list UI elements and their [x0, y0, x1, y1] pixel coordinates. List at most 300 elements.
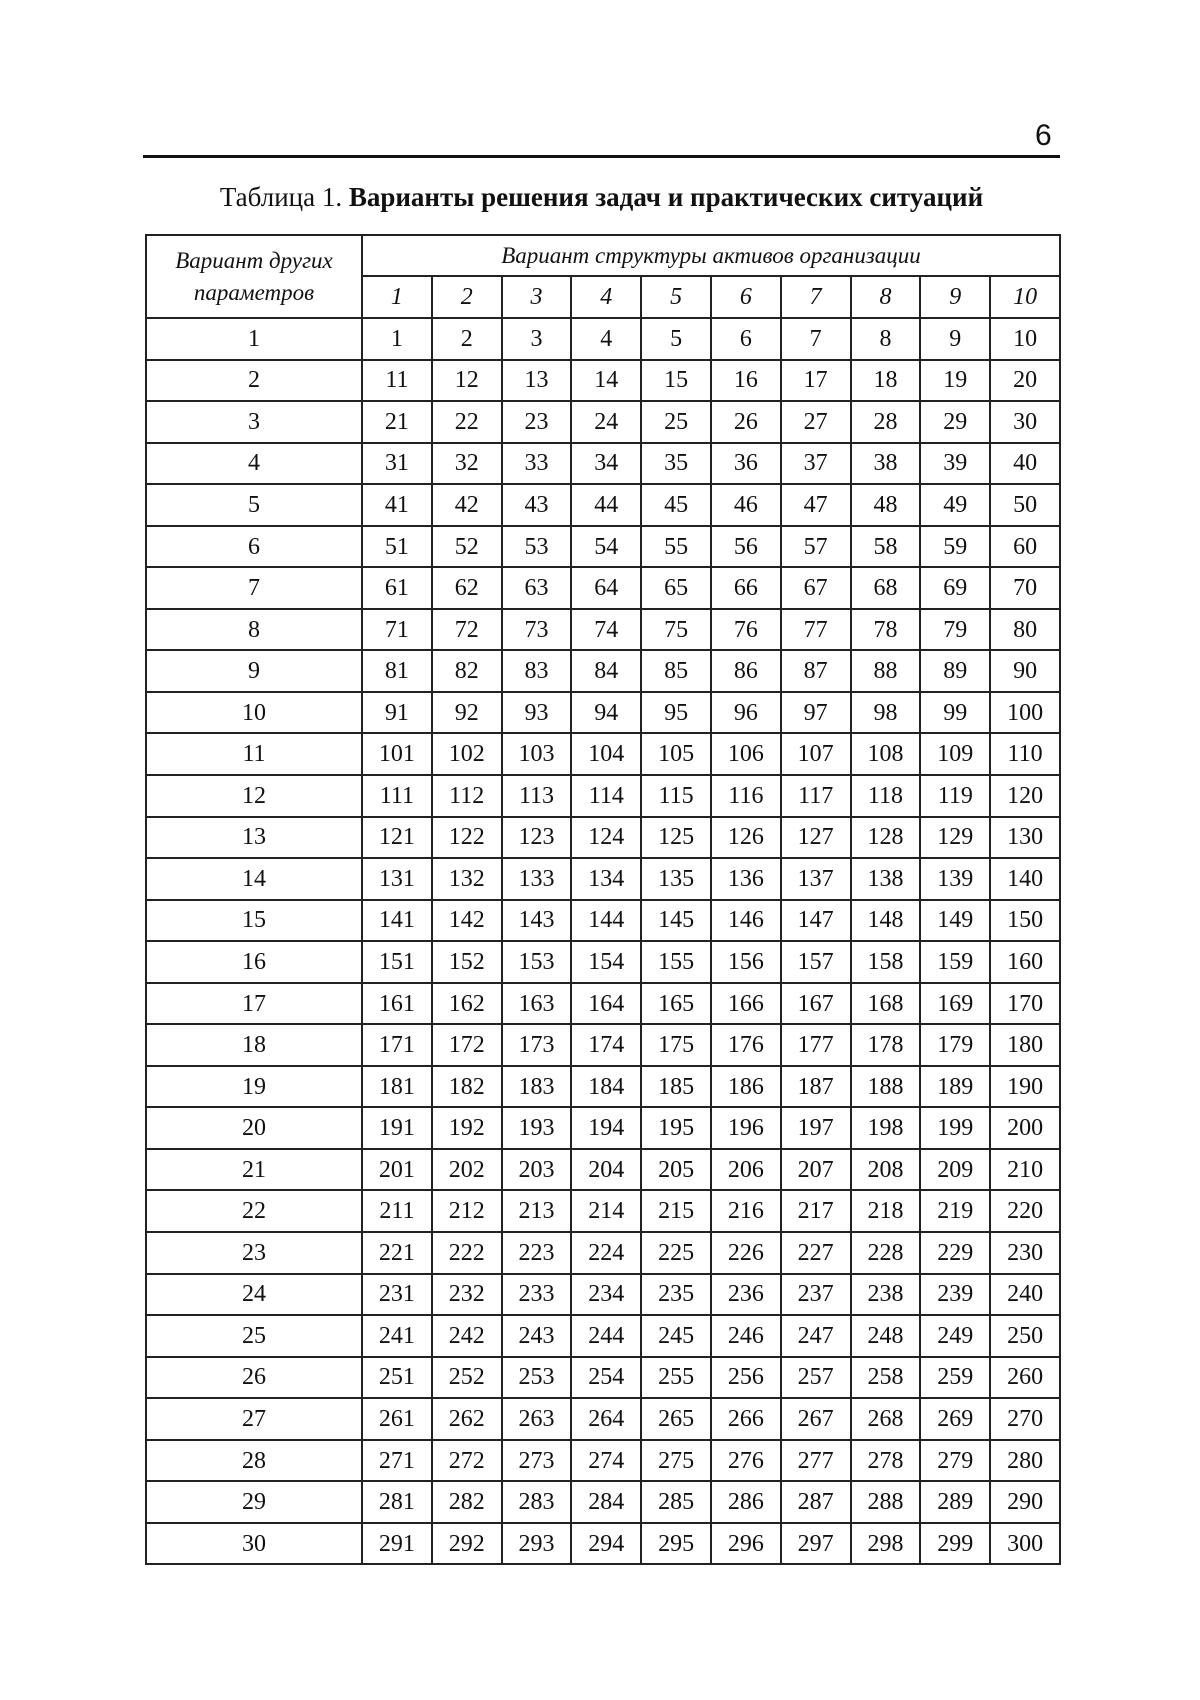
table-cell: 136 [711, 858, 781, 900]
table-cell: 139 [920, 858, 990, 900]
table-cell: 83 [502, 650, 572, 692]
table-cell: 185 [641, 1066, 711, 1108]
table-cell: 300 [990, 1523, 1060, 1565]
table-cell: 35 [641, 443, 711, 485]
group-header: Вариант структуры активов организации [362, 235, 1060, 276]
table-cell: 268 [851, 1398, 921, 1440]
table-cell: 89 [920, 650, 990, 692]
variants-table [145, 234, 1061, 1565]
table-cell: 182 [432, 1066, 502, 1108]
table-cell: 141 [362, 900, 432, 942]
table-cell: 108 [851, 733, 921, 775]
table-cell: 296 [711, 1523, 781, 1565]
table-row [146, 983, 1060, 1025]
table-row [146, 941, 1060, 983]
column-header: 10 [990, 276, 1060, 318]
table-cell: 111 [362, 775, 432, 817]
table-cell: 257 [781, 1357, 851, 1399]
table-cell: 204 [571, 1149, 641, 1191]
table-cell: 282 [432, 1481, 502, 1523]
table-cell: 138 [851, 858, 921, 900]
column-header: 7 [781, 276, 851, 318]
table-caption-title: Варианты решения задач и практических ситуаций [348, 182, 984, 212]
table-cell: 203 [502, 1149, 572, 1191]
table-cell: 1 [362, 318, 432, 360]
row-label: 18 [146, 1024, 362, 1066]
table-row [146, 817, 1060, 859]
table-cell: 12 [432, 360, 502, 402]
table-cell: 212 [432, 1190, 502, 1232]
table-cell: 38 [851, 443, 921, 485]
table-cell: 277 [781, 1440, 851, 1482]
table-cell: 293 [502, 1523, 572, 1565]
table-cell: 125 [641, 817, 711, 859]
table-cell: 215 [641, 1190, 711, 1232]
table-row [146, 1274, 1060, 1316]
table-cell: 235 [641, 1274, 711, 1316]
table-cell: 70 [990, 567, 1060, 609]
row-label: 5 [146, 484, 362, 526]
row-label: 16 [146, 941, 362, 983]
table-cell: 236 [711, 1274, 781, 1316]
table-cell: 183 [502, 1066, 572, 1108]
table-cell: 177 [781, 1024, 851, 1066]
table-cell: 144 [571, 900, 641, 942]
table-cell: 228 [851, 1232, 921, 1274]
table-cell: 123 [502, 817, 572, 859]
table-cell: 286 [711, 1481, 781, 1523]
table-cell: 230 [990, 1232, 1060, 1274]
table-row [146, 484, 1060, 526]
table-cell: 96 [711, 692, 781, 734]
table-cell: 52 [432, 526, 502, 568]
table-cell: 166 [711, 983, 781, 1025]
table-cell: 168 [851, 983, 921, 1025]
table-cell: 227 [781, 1232, 851, 1274]
table-cell: 240 [990, 1274, 1060, 1316]
row-label: 22 [146, 1190, 362, 1232]
table-cell: 50 [990, 484, 1060, 526]
table-row [146, 1107, 1060, 1149]
table-cell: 18 [851, 360, 921, 402]
table-header-row [146, 235, 1060, 276]
table-row [146, 401, 1060, 443]
table-cell: 283 [502, 1481, 572, 1523]
table-cell: 46 [711, 484, 781, 526]
table-cell: 40 [990, 443, 1060, 485]
table-cell: 255 [641, 1357, 711, 1399]
table-cell: 160 [990, 941, 1060, 983]
table-cell: 242 [432, 1315, 502, 1357]
table-cell: 207 [781, 1149, 851, 1191]
table-cell: 105 [641, 733, 711, 775]
table-cell: 5 [641, 318, 711, 360]
table-cell: 2 [432, 318, 502, 360]
table-cell: 21 [362, 401, 432, 443]
table-cell: 149 [920, 900, 990, 942]
table-cell: 169 [920, 983, 990, 1025]
table-cell: 148 [851, 900, 921, 942]
table-cell: 272 [432, 1440, 502, 1482]
table-cell: 51 [362, 526, 432, 568]
table-cell: 234 [571, 1274, 641, 1316]
table-cell: 192 [432, 1107, 502, 1149]
table-cell: 290 [990, 1481, 1060, 1523]
table-cell: 197 [781, 1107, 851, 1149]
table-cell: 248 [851, 1315, 921, 1357]
table-cell: 84 [571, 650, 641, 692]
table-cell: 147 [781, 900, 851, 942]
table-body [146, 318, 1060, 1564]
table-cell: 218 [851, 1190, 921, 1232]
table-cell: 98 [851, 692, 921, 734]
table-row [146, 443, 1060, 485]
table-caption-prefix: Таблица 1. [219, 182, 343, 212]
table-cell: 63 [502, 567, 572, 609]
table-cell: 31 [362, 443, 432, 485]
table-cell: 213 [502, 1190, 572, 1232]
table-cell: 88 [851, 650, 921, 692]
table-cell: 104 [571, 733, 641, 775]
table-cell: 65 [641, 567, 711, 609]
row-label: 9 [146, 650, 362, 692]
row-label: 28 [146, 1440, 362, 1482]
table-cell: 126 [711, 817, 781, 859]
table-cell: 131 [362, 858, 432, 900]
header-rule [143, 155, 1060, 158]
row-label: 29 [146, 1481, 362, 1523]
table-cell: 146 [711, 900, 781, 942]
table-cell: 174 [571, 1024, 641, 1066]
table-cell: 6 [711, 318, 781, 360]
column-header: 6 [711, 276, 781, 318]
table-cell: 121 [362, 817, 432, 859]
table-cell: 82 [432, 650, 502, 692]
table-cell: 180 [990, 1024, 1060, 1066]
table-cell: 120 [990, 775, 1060, 817]
table-cell: 44 [571, 484, 641, 526]
table-cell: 74 [571, 609, 641, 651]
table-cell: 181 [362, 1066, 432, 1108]
table-cell: 260 [990, 1357, 1060, 1399]
table-cell: 155 [641, 941, 711, 983]
table-cell: 226 [711, 1232, 781, 1274]
column-header: 5 [641, 276, 711, 318]
table-cell: 162 [432, 983, 502, 1025]
table-cell: 278 [851, 1440, 921, 1482]
table-cell: 11 [362, 360, 432, 402]
table-cell: 102 [432, 733, 502, 775]
table-cell: 20 [990, 360, 1060, 402]
table-cell: 127 [781, 817, 851, 859]
table-cell: 80 [990, 609, 1060, 651]
table-cell: 297 [781, 1523, 851, 1565]
table-cell: 252 [432, 1357, 502, 1399]
table-cell: 37 [781, 443, 851, 485]
table-cell: 164 [571, 983, 641, 1025]
table-cell: 29 [920, 401, 990, 443]
table-cell: 188 [851, 1066, 921, 1108]
table-cell: 137 [781, 858, 851, 900]
table-cell: 26 [711, 401, 781, 443]
row-label: 14 [146, 858, 362, 900]
table-cell: 3 [502, 318, 572, 360]
table-cell: 19 [920, 360, 990, 402]
table-cell: 189 [920, 1066, 990, 1108]
table-row [146, 1398, 1060, 1440]
table-cell: 24 [571, 401, 641, 443]
table-cell: 161 [362, 983, 432, 1025]
table-cell: 110 [990, 733, 1060, 775]
row-label: 8 [146, 609, 362, 651]
row-label: 19 [146, 1066, 362, 1108]
column-header: 1 [362, 276, 432, 318]
table-cell: 269 [920, 1398, 990, 1440]
table-cell: 201 [362, 1149, 432, 1191]
table-cell: 13 [502, 360, 572, 402]
table-cell: 253 [502, 1357, 572, 1399]
table-cell: 256 [711, 1357, 781, 1399]
table-cell: 76 [711, 609, 781, 651]
table-row [146, 318, 1060, 360]
table-cell: 208 [851, 1149, 921, 1191]
table-cell: 133 [502, 858, 572, 900]
table-row [146, 733, 1060, 775]
table-row [146, 650, 1060, 692]
table-cell: 200 [990, 1107, 1060, 1149]
table-cell: 90 [990, 650, 1060, 692]
table-cell: 32 [432, 443, 502, 485]
table-cell: 193 [502, 1107, 572, 1149]
row-label: 10 [146, 692, 362, 734]
table-cell: 206 [711, 1149, 781, 1191]
table-cell: 298 [851, 1523, 921, 1565]
row-label: 6 [146, 526, 362, 568]
table-row [146, 1523, 1060, 1565]
table-cell: 72 [432, 609, 502, 651]
table-cell: 94 [571, 692, 641, 734]
table-cell: 216 [711, 1190, 781, 1232]
table-cell: 59 [920, 526, 990, 568]
table-cell: 244 [571, 1315, 641, 1357]
table-cell: 247 [781, 1315, 851, 1357]
table-cell: 103 [502, 733, 572, 775]
table-cell: 191 [362, 1107, 432, 1149]
table-cell: 229 [920, 1232, 990, 1274]
table-cell: 199 [920, 1107, 990, 1149]
table-cell: 77 [781, 609, 851, 651]
table-row [146, 1066, 1060, 1108]
table-cell: 281 [362, 1481, 432, 1523]
row-label: 27 [146, 1398, 362, 1440]
table-cell: 276 [711, 1440, 781, 1482]
table-cell: 179 [920, 1024, 990, 1066]
table-cell: 118 [851, 775, 921, 817]
table-cell: 113 [502, 775, 572, 817]
table-row [146, 1232, 1060, 1274]
table-cell: 261 [362, 1398, 432, 1440]
table-cell: 265 [641, 1398, 711, 1440]
table-row [146, 360, 1060, 402]
table-cell: 64 [571, 567, 641, 609]
table-cell: 140 [990, 858, 1060, 900]
table-cell: 22 [432, 401, 502, 443]
table-cell: 210 [990, 1149, 1060, 1191]
table-cell: 128 [851, 817, 921, 859]
table-cell: 156 [711, 941, 781, 983]
table-cell: 30 [990, 401, 1060, 443]
table-cell: 288 [851, 1481, 921, 1523]
table-cell: 55 [641, 526, 711, 568]
table-cell: 285 [641, 1481, 711, 1523]
table-row [146, 900, 1060, 942]
table-cell: 92 [432, 692, 502, 734]
table-cell: 241 [362, 1315, 432, 1357]
table-cell: 194 [571, 1107, 641, 1149]
table-cell: 10 [990, 318, 1060, 360]
table-cell: 295 [641, 1523, 711, 1565]
table-cell: 289 [920, 1481, 990, 1523]
table-cell: 187 [781, 1066, 851, 1108]
table-cell: 291 [362, 1523, 432, 1565]
table-cell: 167 [781, 983, 851, 1025]
corner-header: Вариант других параметров [146, 235, 362, 318]
column-header: 4 [571, 276, 641, 318]
table-cell: 87 [781, 650, 851, 692]
table-cell: 239 [920, 1274, 990, 1316]
table-cell: 209 [920, 1149, 990, 1191]
table-cell: 270 [990, 1398, 1060, 1440]
row-label: 25 [146, 1315, 362, 1357]
table-cell: 271 [362, 1440, 432, 1482]
table-row [146, 1315, 1060, 1357]
table-cell: 129 [920, 817, 990, 859]
table-cell: 158 [851, 941, 921, 983]
table-cell: 220 [990, 1190, 1060, 1232]
table-cell: 134 [571, 858, 641, 900]
table-cell: 299 [920, 1523, 990, 1565]
row-label: 26 [146, 1357, 362, 1399]
table-cell: 246 [711, 1315, 781, 1357]
table-cell: 101 [362, 733, 432, 775]
table-cell: 142 [432, 900, 502, 942]
table-cell: 143 [502, 900, 572, 942]
table-cell: 8 [851, 318, 921, 360]
table-cell: 233 [502, 1274, 572, 1316]
table-cell: 33 [502, 443, 572, 485]
table-cell: 259 [920, 1357, 990, 1399]
table-cell: 232 [432, 1274, 502, 1316]
column-header: 3 [502, 276, 572, 318]
table-cell: 159 [920, 941, 990, 983]
table-cell: 124 [571, 817, 641, 859]
table-cell: 172 [432, 1024, 502, 1066]
table-cell: 145 [641, 900, 711, 942]
table-cell: 112 [432, 775, 502, 817]
table-cell: 184 [571, 1066, 641, 1108]
table-cell: 251 [362, 1357, 432, 1399]
table-cell: 153 [502, 941, 572, 983]
table-cell: 75 [641, 609, 711, 651]
table-cell: 81 [362, 650, 432, 692]
table-cell: 97 [781, 692, 851, 734]
table-cell: 23 [502, 401, 572, 443]
table-cell: 287 [781, 1481, 851, 1523]
row-label: 12 [146, 775, 362, 817]
table-caption [143, 180, 1060, 214]
table-cell: 223 [502, 1232, 572, 1274]
table-cell: 79 [920, 609, 990, 651]
row-label: 11 [146, 733, 362, 775]
table-cell: 214 [571, 1190, 641, 1232]
table-cell: 222 [432, 1232, 502, 1274]
table-cell: 178 [851, 1024, 921, 1066]
table-cell: 292 [432, 1523, 502, 1565]
column-header: 2 [432, 276, 502, 318]
table-cell: 47 [781, 484, 851, 526]
table-cell: 154 [571, 941, 641, 983]
table-cell: 245 [641, 1315, 711, 1357]
table-cell: 150 [990, 900, 1060, 942]
table-cell: 254 [571, 1357, 641, 1399]
table-cell: 114 [571, 775, 641, 817]
table-cell: 107 [781, 733, 851, 775]
table-cell: 99 [920, 692, 990, 734]
table-cell: 221 [362, 1232, 432, 1274]
table-cell: 117 [781, 775, 851, 817]
table-cell: 119 [920, 775, 990, 817]
column-header: 9 [920, 276, 990, 318]
table-row [146, 1149, 1060, 1191]
table-row [146, 1440, 1060, 1482]
table-cell: 263 [502, 1398, 572, 1440]
table-cell: 71 [362, 609, 432, 651]
table-cell: 176 [711, 1024, 781, 1066]
table-cell: 41 [362, 484, 432, 526]
table-cell: 175 [641, 1024, 711, 1066]
table-cell: 173 [502, 1024, 572, 1066]
table-cell: 48 [851, 484, 921, 526]
table-cell: 170 [990, 983, 1060, 1025]
table-cell: 91 [362, 692, 432, 734]
table-cell: 196 [711, 1107, 781, 1149]
table-cell: 95 [641, 692, 711, 734]
table-row [146, 858, 1060, 900]
table-cell: 68 [851, 567, 921, 609]
page-number: 6 [1035, 119, 1052, 152]
row-label: 13 [146, 817, 362, 859]
table-cell: 198 [851, 1107, 921, 1149]
table-cell: 39 [920, 443, 990, 485]
table-cell: 205 [641, 1149, 711, 1191]
table-cell: 274 [571, 1440, 641, 1482]
table-cell: 45 [641, 484, 711, 526]
table-cell: 202 [432, 1149, 502, 1191]
table-cell: 151 [362, 941, 432, 983]
table-cell: 17 [781, 360, 851, 402]
table-row [146, 1024, 1060, 1066]
table-cell: 36 [711, 443, 781, 485]
table-cell: 16 [711, 360, 781, 402]
table-cell: 273 [502, 1440, 572, 1482]
table-cell: 266 [711, 1398, 781, 1440]
table-cell: 195 [641, 1107, 711, 1149]
table-cell: 122 [432, 817, 502, 859]
table-cell: 190 [990, 1066, 1060, 1108]
row-label: 30 [146, 1523, 362, 1565]
row-label: 2 [146, 360, 362, 402]
table-cell: 130 [990, 817, 1060, 859]
